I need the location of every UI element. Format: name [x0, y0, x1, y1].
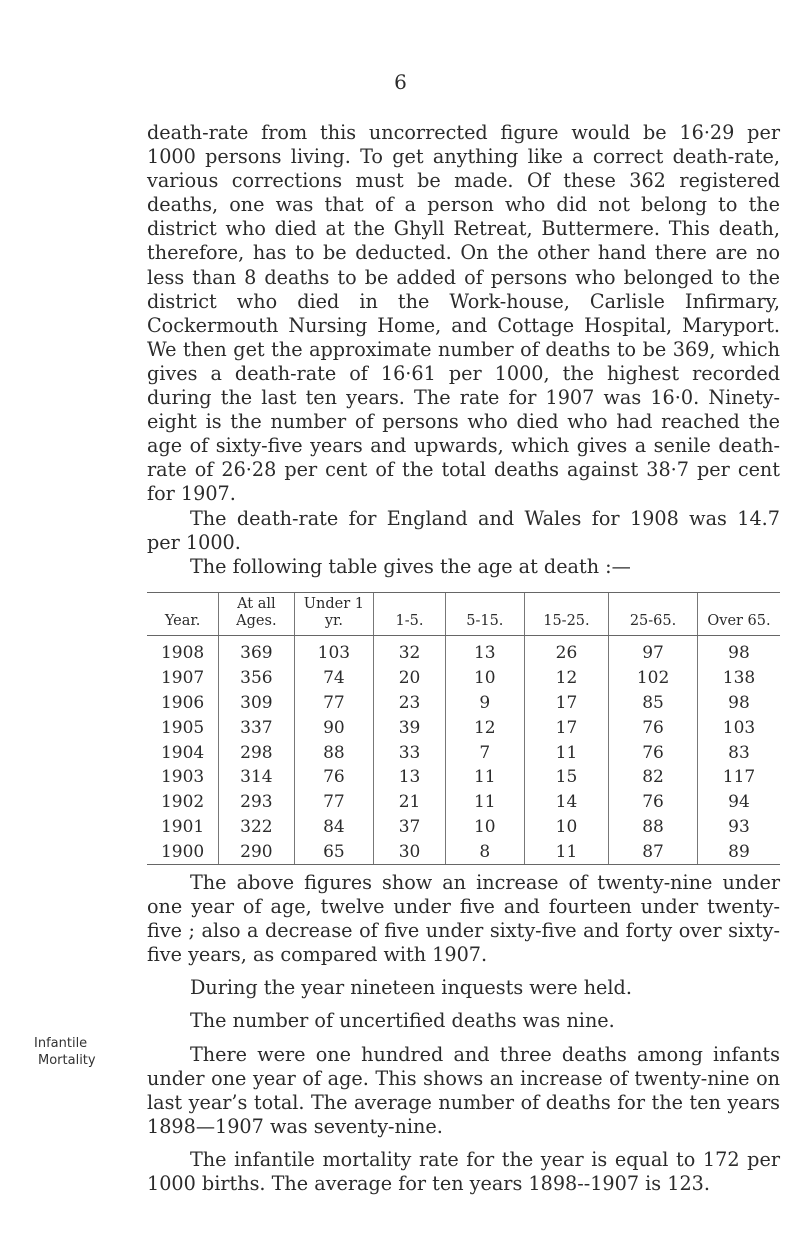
table-cell-year: 1903 — [160, 767, 205, 788]
table-cell: 88 — [609, 815, 698, 840]
table-cell: 138 — [697, 666, 780, 691]
table-cell: 17 — [524, 715, 608, 740]
table-row — [147, 839, 780, 864]
table-cell: 97 — [609, 636, 698, 666]
table-cell: 98 — [697, 691, 780, 716]
paragraph-figures-comparison: The above figures show an increase of twenty-nine under one year of age, twelve under five and fourteen under twenty-five ; also a decrease of five under sixty-five and forty over sixty-five years, as compared with 1907. — [147, 871, 780, 967]
table-cell: 20 — [374, 666, 446, 691]
table-cell: 87 — [609, 839, 698, 864]
table-cell: 74 — [294, 666, 374, 691]
paragraph-infant-mortality-rate: The infantile mortality rate for the year is equal to 172 per 1000 births. The average for ten years 1898--1907 is 123. — [147, 1147, 780, 1196]
table-cell: 10 — [445, 815, 524, 840]
table-header-row — [147, 593, 780, 636]
table-cell: 30 — [374, 839, 446, 864]
table-cell: 23 — [374, 691, 446, 716]
body-text-top — [147, 121, 780, 579]
paragraph-england-wales: The death-rate for England and Wales for 1908 was 14.7 per 1000. — [147, 506, 780, 554]
margin-note-line1: Infantile — [34, 1036, 88, 1051]
table-cell: 37 — [374, 815, 446, 840]
paragraph-table-intro: The following table gives the age at death :— — [190, 554, 631, 578]
table-cell: 117 — [697, 765, 780, 790]
table-cell: 65 — [294, 839, 374, 864]
table-cell: 76 — [609, 715, 698, 740]
table-cell: 9 — [445, 691, 524, 716]
paragraph-death-rate: death-rate from this uncorrected figure would be 16·29 per 1000 persons living. To get anything like a correct death-rate, various corrections must be made. Of these 362 registered deaths, one was that of a person who did not belong to the district who died at the Ghyll Retreat, Buttermere. This death, therefore, has to be deducted. On the other hand there are no less than 8 deaths to be added of persons who belonged to the district who died in the Work-house, Carlisle Infirmary, Cockermouth Nursing Home, and Cottage Hospital, Maryport. We then get the approximate number of deaths to be 369, which gives a death-rate of 16·61 per 1000, the highest recorded during the last ten years. The rate for 1907 was 16·0. Ninety-eight is the number of persons who died who had reached the age of sixty-five years and upwards, which gives a senile death-rate of 26·28 per cent of the total deaths against 38·7 per cent for 1907. — [147, 121, 780, 506]
table-cell: 77 — [294, 691, 374, 716]
header-1-5: 1-5. — [374, 593, 446, 636]
table-cell: 103 — [697, 715, 780, 740]
table-cell: 314 — [219, 765, 294, 790]
table-row — [147, 636, 780, 666]
table-cell: 369 — [219, 636, 294, 666]
table-cell: 93 — [697, 815, 780, 840]
table-cell: 83 — [697, 740, 780, 765]
table-cell: 82 — [609, 765, 698, 790]
table-body — [147, 636, 780, 865]
table-row — [147, 691, 780, 716]
table-row — [147, 666, 780, 691]
table-cell: 11 — [445, 765, 524, 790]
table-cell: 94 — [697, 790, 780, 815]
table-row — [147, 765, 780, 790]
table-cell: 322 — [219, 815, 294, 840]
table-cell: 11 — [524, 740, 608, 765]
age-at-death-table-wrap — [147, 592, 780, 865]
table-cell: 15 — [524, 765, 608, 790]
table-cell: 77 — [294, 790, 374, 815]
table-cell: 356 — [219, 666, 294, 691]
margin-note-line2: Mortality — [38, 1053, 96, 1068]
table-cell: 290 — [219, 839, 294, 864]
table-cell: 10 — [524, 815, 608, 840]
table-cell-year: 1901 — [160, 816, 205, 837]
table-cell: 88 — [294, 740, 374, 765]
header-15-25: 15-25. — [524, 593, 608, 636]
header-year: Year. — [147, 593, 219, 636]
table-cell: 17 — [524, 691, 608, 716]
table-cell: 76 — [609, 740, 698, 765]
table-cell: 103 — [294, 636, 374, 666]
table-cell: 33 — [374, 740, 446, 765]
table-row — [147, 740, 780, 765]
table-cell-year: 1908 — [160, 643, 205, 664]
table-cell: 39 — [374, 715, 446, 740]
table-cell-year: 1900 — [147, 839, 219, 864]
header-5-15: 5-15. — [445, 593, 524, 636]
table-cell: 12 — [524, 666, 608, 691]
table-cell: 14 — [524, 790, 608, 815]
header-all-ages: At all Ages. — [219, 593, 294, 636]
table-cell-year: 1904 — [160, 742, 205, 763]
table-cell: 298 — [219, 740, 294, 765]
header-25-65: 25-65. — [609, 593, 698, 636]
table-cell-year: 1907 — [160, 668, 205, 689]
table-cell: 337 — [219, 715, 294, 740]
paragraph-inquests: During the year nineteen inquests were held. — [190, 976, 632, 1000]
table-cell: 21 — [374, 790, 446, 815]
table-cell-year: 1905 — [160, 717, 205, 738]
header-over-65: Over 65. — [697, 593, 780, 636]
body-text-bottom — [147, 871, 780, 1196]
table-cell: 8 — [445, 839, 524, 864]
table-cell: 13 — [445, 636, 524, 666]
page-number: 6 — [394, 70, 407, 94]
table-cell: 84 — [294, 815, 374, 840]
table-cell-year: 1902 — [160, 792, 205, 813]
table-cell: 293 — [219, 790, 294, 815]
table-cell: 309 — [219, 691, 294, 716]
table-row — [147, 790, 780, 815]
table-cell: 76 — [609, 790, 698, 815]
table-cell: 13 — [374, 765, 446, 790]
table-cell-year: 1906 — [160, 692, 205, 713]
table-cell: 26 — [524, 636, 608, 666]
table-cell: 32 — [374, 636, 446, 666]
table-cell: 85 — [609, 691, 698, 716]
table-cell: 11 — [524, 839, 608, 864]
paragraph-infant-deaths: There were one hundred and three deaths among infants under one year of age. This shows an increase of twenty-nine on last year’s total. The average number of deaths for the ten years 1898—1907 was seventy-nine. — [147, 1042, 780, 1138]
header-under-1: Under 1 yr. — [294, 593, 374, 636]
table-row — [147, 815, 780, 840]
paragraph-uncertified: The number of uncertified deaths was nine. — [190, 1009, 615, 1033]
table-cell: 76 — [294, 765, 374, 790]
table-cell: 89 — [697, 839, 780, 864]
table-cell: 11 — [445, 790, 524, 815]
table-cell: 98 — [697, 636, 780, 666]
table-cell: 7 — [445, 740, 524, 765]
table-cell: 102 — [609, 666, 698, 691]
age-at-death-table — [147, 592, 780, 865]
table-cell: 12 — [445, 715, 524, 740]
table-cell: 90 — [294, 715, 374, 740]
table-cell: 10 — [445, 666, 524, 691]
margin-note-infantile-mortality — [34, 1035, 134, 1069]
table-row — [147, 715, 780, 740]
